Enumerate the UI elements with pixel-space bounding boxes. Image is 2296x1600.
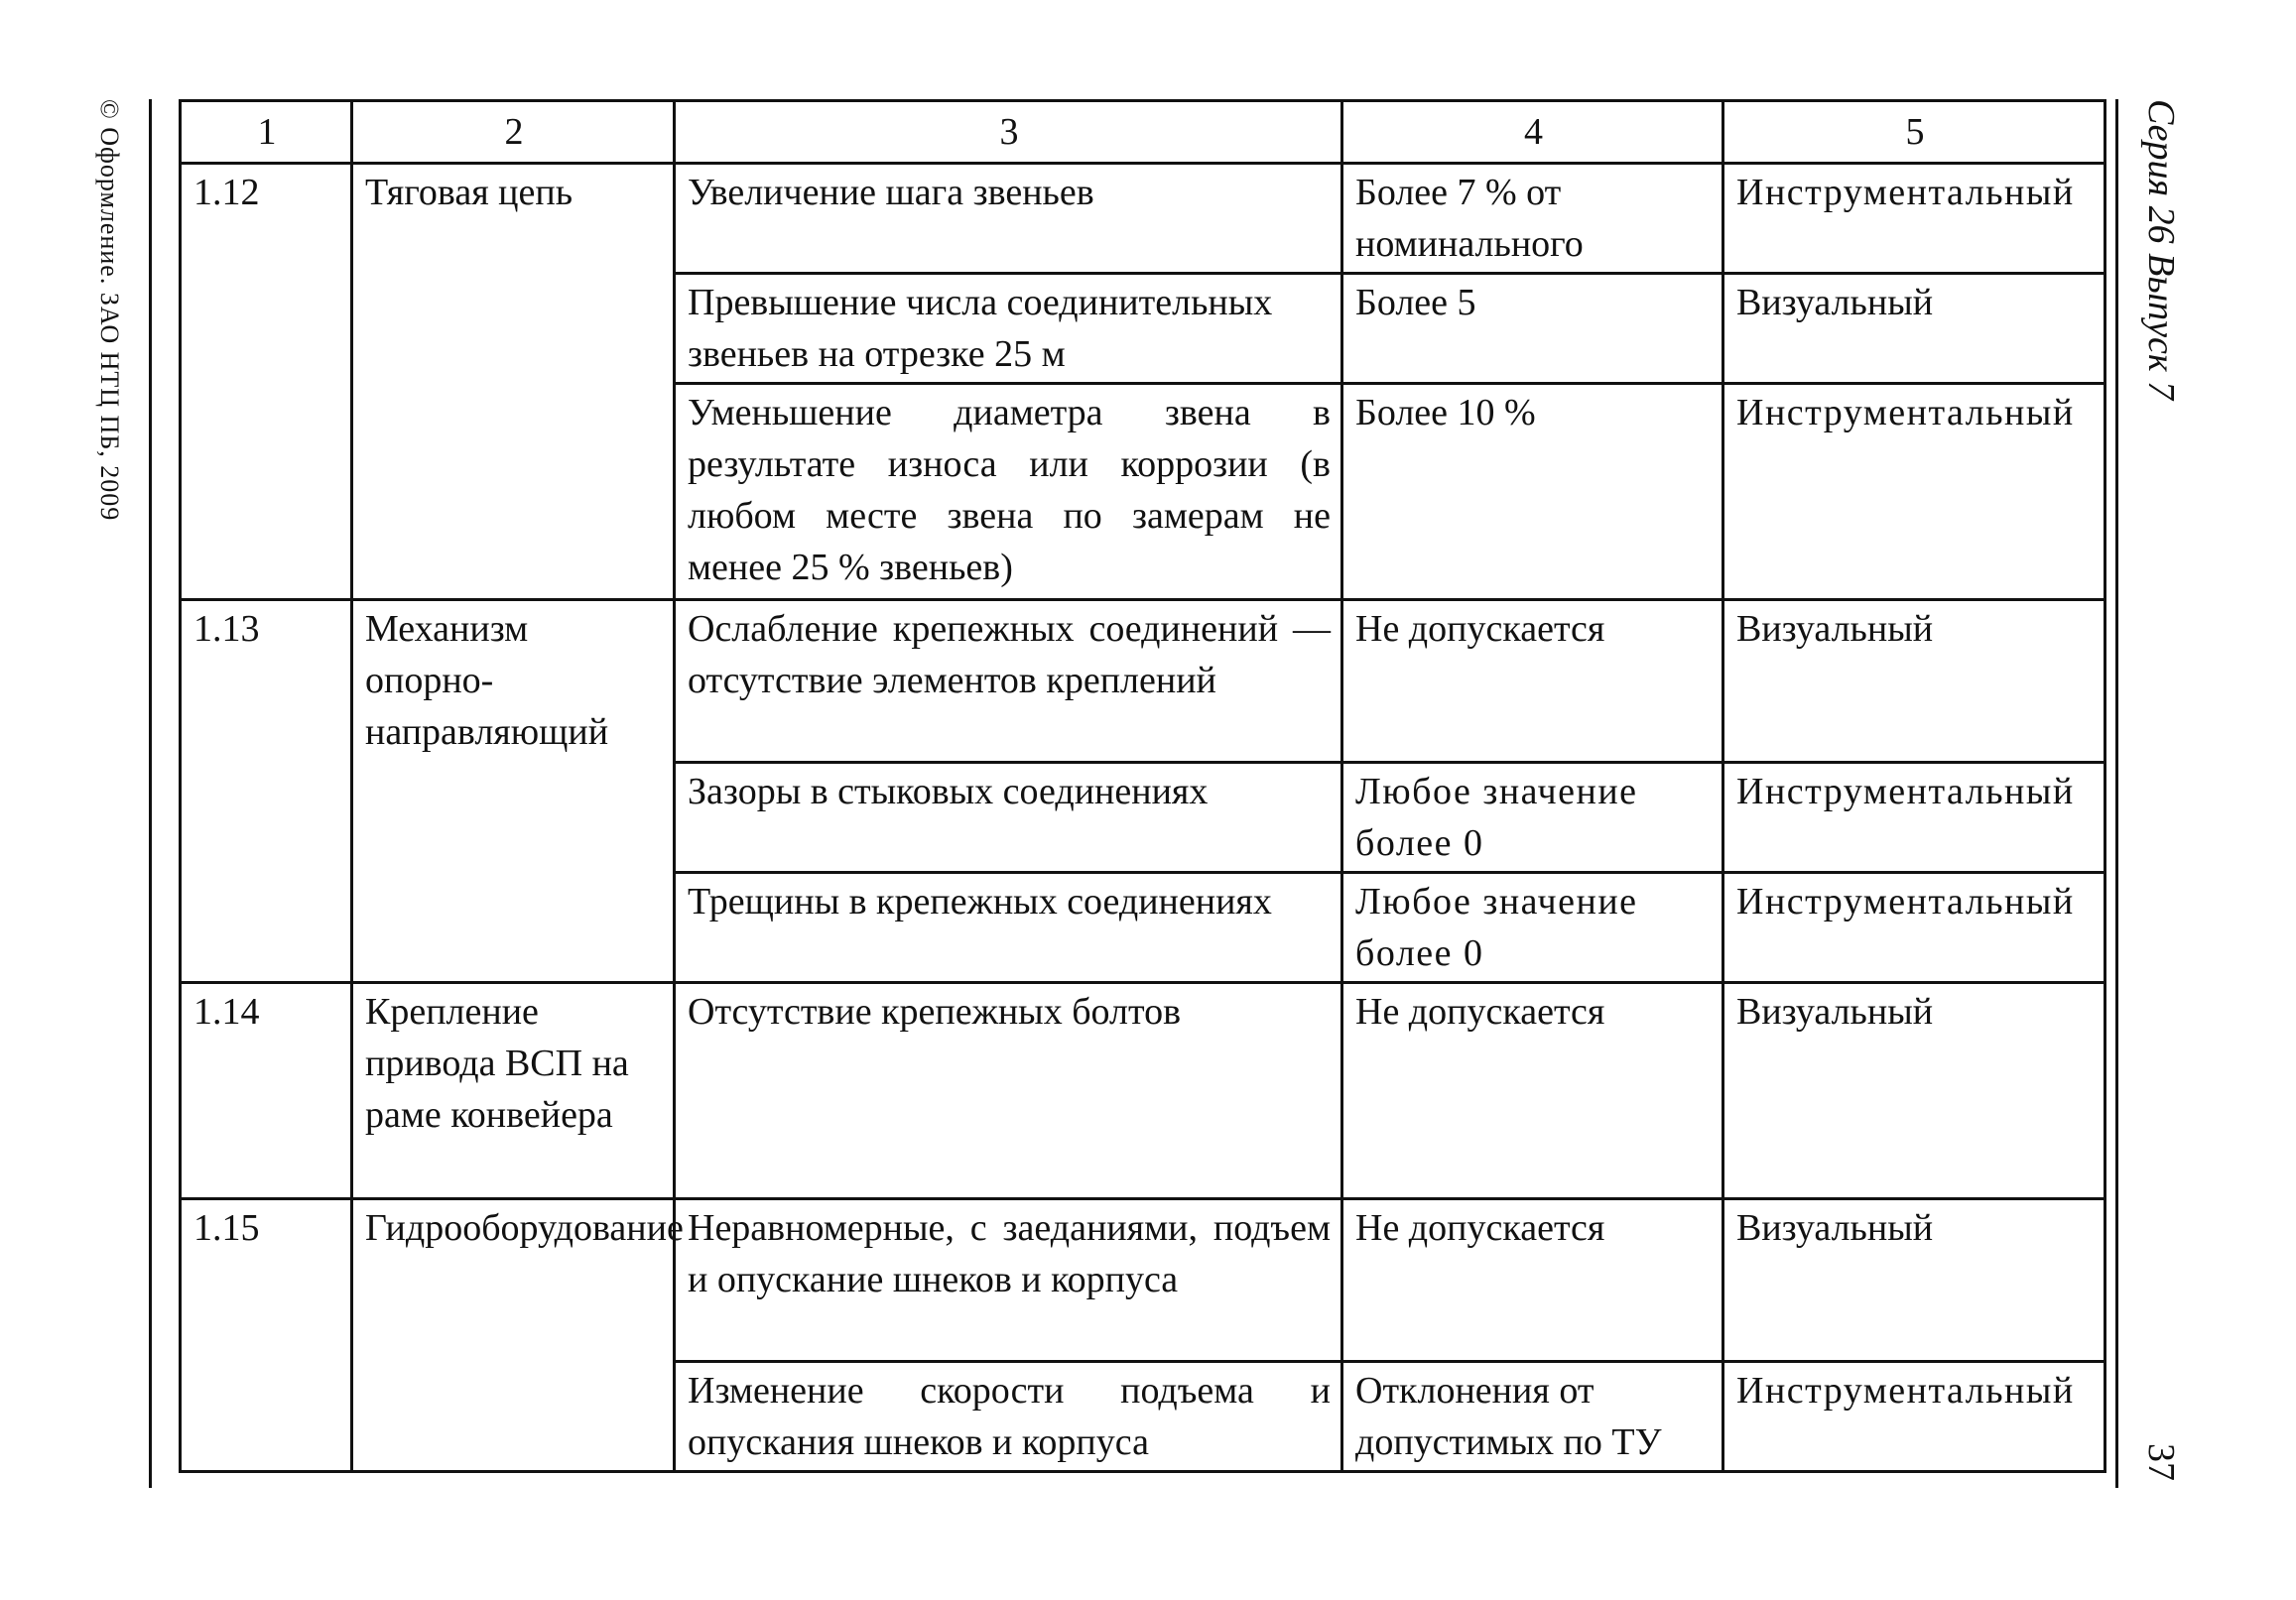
item-number: 1.14	[181, 983, 352, 1199]
series-label: Серия 26 Выпуск 7	[2140, 99, 2182, 401]
item-name: Механизм опорно-направляющий	[352, 600, 675, 983]
control-method: Визуальный	[1723, 274, 2105, 384]
control-method: Визуальный	[1723, 1199, 2105, 1362]
item-number: 1.15	[181, 1199, 352, 1472]
limit-value: Не допускается	[1342, 983, 1723, 1199]
table-row	[181, 1199, 2105, 1362]
limit-value: Более 7 % от номинального	[1342, 164, 1723, 274]
header-cell-1: 1	[181, 101, 352, 164]
table-row	[181, 600, 2105, 763]
header-cell-5: 5	[1723, 101, 2105, 164]
control-method: Инструментальный	[1723, 164, 2105, 274]
defect-description: Превышение числа соединительных звеньев на отрезке 25 м	[675, 274, 1342, 384]
limit-value: Более 5	[1342, 274, 1723, 384]
limit-value: Отклонения от допустимых по ТУ	[1342, 1362, 1723, 1472]
header-cell-3: 3	[675, 101, 1342, 164]
limit-value: Не допускается	[1342, 600, 1723, 763]
defect-description: Изменение скорости подъема и опускания шнеков и корпуса	[675, 1362, 1342, 1472]
inspection-table	[179, 99, 2106, 1473]
control-method: Визуальный	[1723, 983, 2105, 1199]
item-name: Тяговая цепь	[352, 164, 675, 600]
header-cell-2: 2	[352, 101, 675, 164]
limit-value: Более 10 %	[1342, 384, 1723, 600]
defect-description: Отсутствие крепежных болтов	[675, 983, 1342, 1199]
defect-description: Уменьшение диаметра звена в результате износа или коррозии (в любом месте звена по замерам не менее 25 % звеньев)	[675, 384, 1342, 600]
control-method: Инструментальный	[1723, 763, 2105, 873]
limit-value: Не допускается	[1342, 1199, 1723, 1362]
control-method: Инструментальный	[1723, 384, 2105, 600]
item-number: 1.13	[181, 600, 352, 983]
left-margin-rule	[149, 99, 152, 1488]
limit-value: Любое значение более 0	[1342, 763, 1723, 873]
page-number: 37	[2140, 1443, 2182, 1481]
defect-description: Трещины в крепежных соединениях	[675, 873, 1342, 983]
limit-value: Любое значение более 0	[1342, 873, 1723, 983]
item-name: Крепление привода ВСП на раме конвейера	[352, 983, 675, 1199]
defect-description: Неравномерные, с заеданиями, подъем и опускание шнеков и корпуса	[675, 1199, 1342, 1362]
table-row	[181, 983, 2105, 1199]
table-row	[181, 164, 2105, 274]
copyright-note: © Оформление. ЗАО НТЦ ПБ, 2009	[95, 99, 124, 522]
defect-description: Увеличение шага звеньев	[675, 164, 1342, 274]
control-method: Инструментальный	[1723, 873, 2105, 983]
control-method: Инструментальный	[1723, 1362, 2105, 1472]
defect-description: Ослабление крепежных соединений — отсутствие элементов креплений	[675, 600, 1342, 763]
header-row	[181, 101, 2105, 164]
control-method: Визуальный	[1723, 600, 2105, 763]
right-margin-rule	[2115, 99, 2118, 1488]
item-name: Гидрооборудование	[352, 1199, 675, 1472]
defect-description: Зазоры в стыковых соединениях	[675, 763, 1342, 873]
item-number: 1.12	[181, 164, 352, 600]
header-cell-4: 4	[1342, 101, 1723, 164]
